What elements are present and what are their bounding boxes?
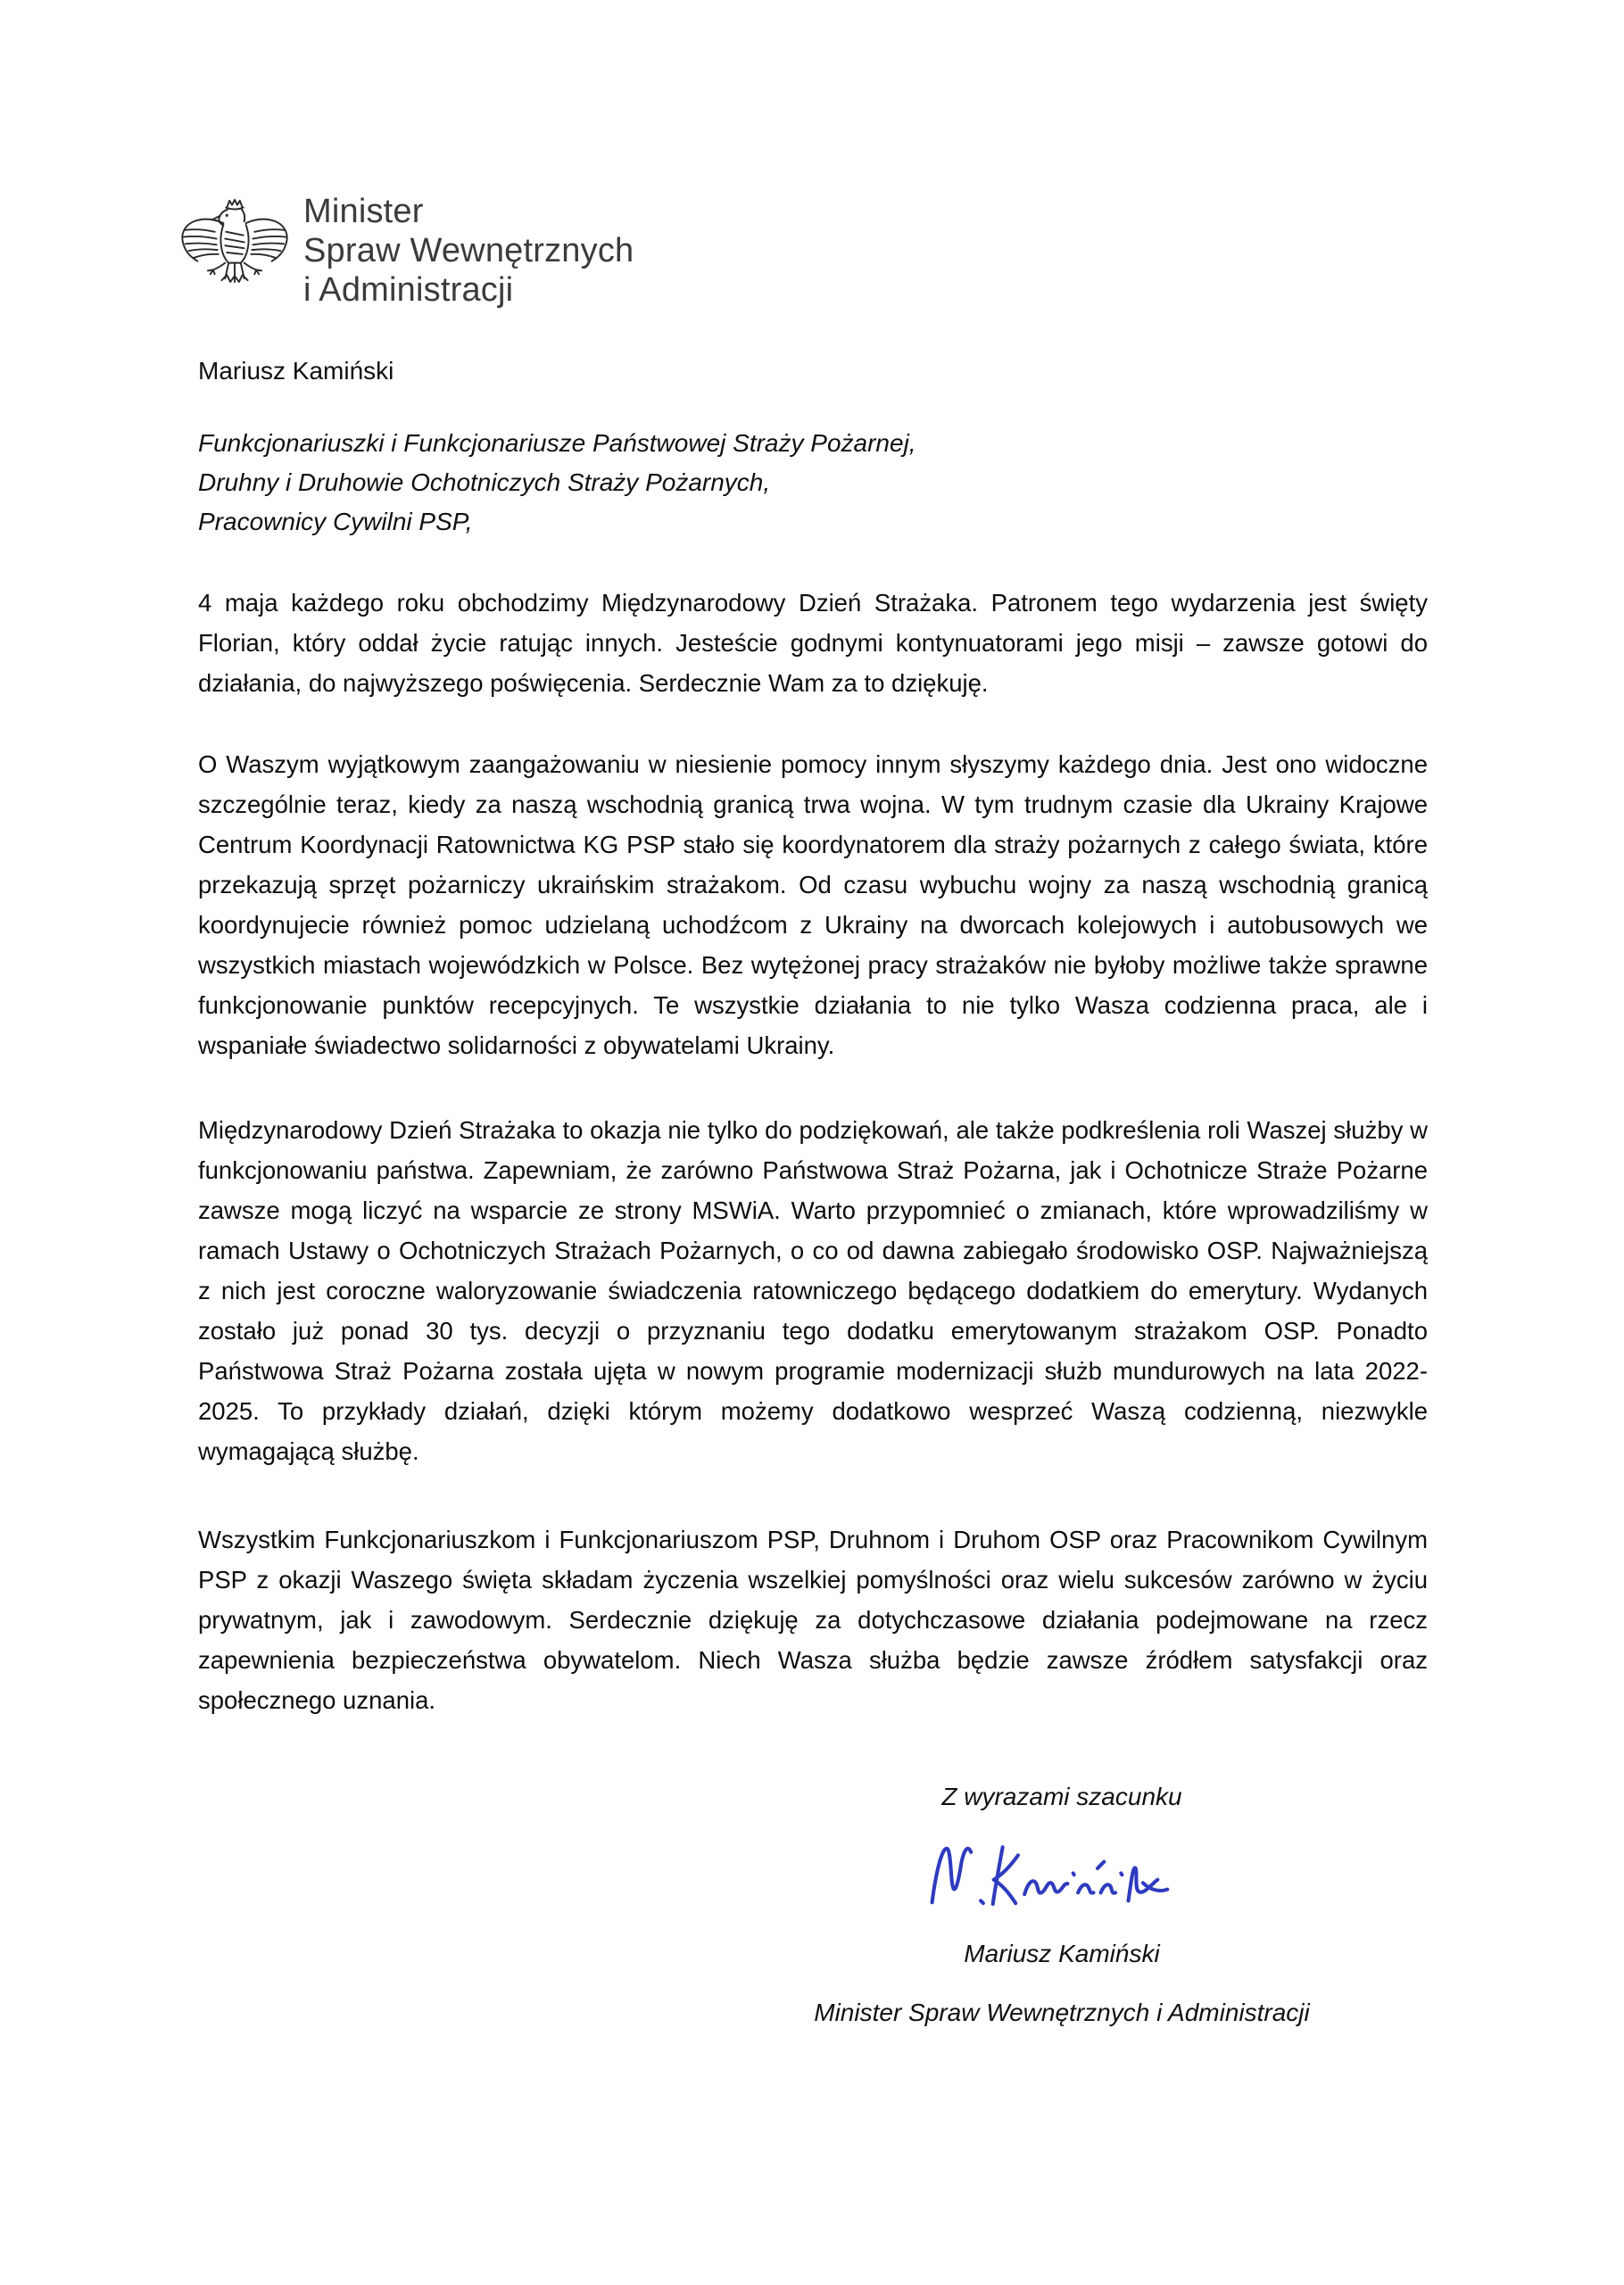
ministry-title-line: Spraw Wewnętrznych xyxy=(303,232,634,269)
signer-title: Minister Spraw Wewnętrznych i Administracji xyxy=(814,1999,1310,2026)
handwritten-signature-image xyxy=(696,1833,1428,1922)
salutation-line: Funkcjonariuszki i Funkcjonariusze Państwowej Straży Pożarnej, xyxy=(198,429,916,457)
polish-eagle-emblem-icon xyxy=(178,197,291,304)
ministry-title-line: i Administracji xyxy=(303,271,514,309)
salutation-line: Druhny i Druhowie Ochotniczych Straży Pożarnych, xyxy=(198,468,771,496)
closing-block xyxy=(696,1777,1428,2032)
ministry-title xyxy=(303,192,634,310)
ministry-title-line: Minister xyxy=(303,193,424,230)
valediction: Z wyrazami szacunku xyxy=(941,1783,1182,1810)
salutation xyxy=(198,424,1428,542)
salutation-line: Pracownicy Cywilni PSP, xyxy=(198,508,473,535)
minister-name: Mariusz Kamiński xyxy=(198,357,394,385)
body-paragraph-2: O Waszym wyjątkowym zaangażowaniu w niesienie pomocy innym słyszymy każdego dnia. Jest ono widoczne szczególnie teraz, kiedy za naszą wschodnią granicą trwa wojna. W tym trudnym czasie dla Ukrainy Krajowe Centrum Koordynacji Ratownictwa KG PSP stało się koordynatorem dla straży pożarnych z całego świata, które przekazują sprzęt pożarniczy ukraińskim strażakom. Od czasu wybuchu wojny za naszą wschodnią granicą koordynujecie również pomoc udzielaną uchodźcom z Ukrainy na dworcach kolejowych i autobusowych we wszystkich miastach wojewódzkich w Polsce. Bez wytężonej pracy strażaków nie byłoby możliwe także sprawne funkcjonowanie punktów recepcyjnych. Te wszystkie działania to nie tylko Wasza codzienna praca, ale i wspaniałe świadectwo solidarności z obywatelami Ukrainy. xyxy=(198,750,1428,1059)
body-paragraph-3: Międzynarodowy Dzień Strażaka to okazja nie tylko do podziękowań, ale także podkreślenia roli Waszej służby w funkcjonowaniu państwa. Zapewniam, że zarówno Państwowa Straż Pożarna, jak i Ochotnicze Straże Pożarne zawsze mogą liczyć na wsparcie ze strony MSWiA. Warto przypomnieć o zmianach, które wprowadziliśmy w ramach Ustawy o Ochotniczych Strażach Pożarnych, o co od dawna zabiegało środowisko OSP. Najważniejszą z nich jest coroczne waloryzowanie świadczenia ratowniczego będącego dodatkiem do emerytury. Wydanych zostało już ponad 30 tys. decyzji o przyznaniu tego dodatku emerytowanym strażakom OSP. Ponadto Państwowa Straż Pożarna została ujęta w nowym programie modernizacji służb mundurowych na lata 2022-2025. To przykłady działań, dzięki którym możemy dodatkowo wesprzeć Waszą codzienną, niezwykle wymagającą służbę. xyxy=(198,1116,1428,1465)
letterhead xyxy=(178,192,1428,310)
body-paragraph-4: Wszystkim Funkcjonariuszkom i Funkcjonariuszom PSP, Druhnom i Druhom OSP oraz Pracownikom Cywilnym PSP z okazji Waszego święta składam życzenia wszelkiej pomyślności oraz wielu sukcesów zarówno w życiu prywatnym, jak i zawodowym. Serdecznie dziękuję za dotychczasowe działania podejmowane na rzecz zapewnienia bezpieczeństwa obywatelom. Niech Wasza służba będzie zawsze źródłem satysfakcji oraz społecznego uznania. xyxy=(198,1526,1428,1714)
signer-name: Mariusz Kamiński xyxy=(964,1940,1160,1967)
body-paragraph-1: 4 maja każdego roku obchodzimy Międzynarodowy Dzień Strażaka. Patronem tego wydarzenia jest święty Florian, który oddał życie ratując innych. Jesteście godnymi kontynuatorami jego misji – zawsze gotowi do działania, do najwyższego poświęcenia. Serdecznie Wam za to dziękuję. xyxy=(198,589,1428,697)
